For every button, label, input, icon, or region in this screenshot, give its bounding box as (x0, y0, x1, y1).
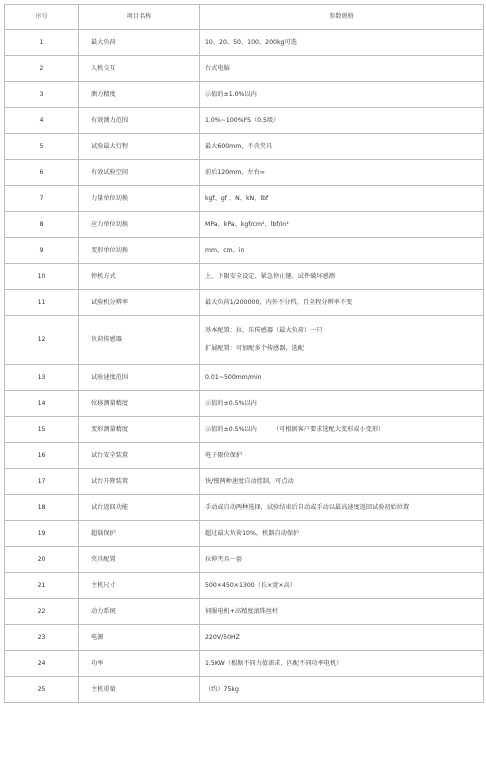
parameter-text: 前后120mm，左右∞ (205, 168, 265, 176)
item-name: 最大负荷 (79, 30, 200, 56)
parameter-cell (200, 599, 484, 625)
table-row (5, 599, 484, 625)
table-row (5, 547, 484, 573)
parameter-text: （约）75kg (205, 685, 239, 693)
row-number: 17 (5, 469, 79, 495)
parameter-text: 1.5KW（根据不同力值需求，匹配不同功率电机） (205, 659, 343, 667)
item-name: 试台返回功能 (79, 495, 200, 521)
item-name: 变形测量精度 (79, 417, 200, 443)
parameter-cell (200, 547, 484, 573)
item-name: 应力单位切换 (79, 212, 200, 238)
row-number: 4 (5, 108, 79, 134)
item-name: 位移测量精度 (79, 391, 200, 417)
parameter-cell (200, 521, 484, 547)
parameter-text: kgf、gf 、N、kN、lbf (205, 194, 269, 202)
row-number: 19 (5, 521, 79, 547)
row-number: 23 (5, 625, 79, 651)
parameter-cell (200, 56, 484, 82)
parameter-text: 示值的±0.5%以内 (205, 425, 257, 433)
parameter-text: 10、20、50、100、200kg可选 (205, 38, 297, 46)
table-row (5, 82, 484, 108)
parameter-text: mm、cm、in (205, 246, 245, 254)
table-row (5, 417, 484, 443)
row-number: 24 (5, 651, 79, 677)
item-name: 主机尺寸 (79, 573, 200, 599)
parameter-cell (200, 677, 484, 703)
table-row (5, 186, 484, 212)
parameter-cell (200, 495, 484, 521)
table-body (5, 30, 484, 703)
parameter-text: 上、下限安全设定、紧急停止键、试件破坏感测 (205, 272, 335, 280)
row-number: 9 (5, 238, 79, 264)
parameter-text: 基本配置：拉、压传感器（最大负荷）一只 (205, 327, 323, 335)
parameter-text: 手动或自动两种选择，试验结束后自动或手动以最高速度返回试验初始位置 (205, 503, 410, 511)
item-name: 夹具配置 (79, 547, 200, 573)
parameter-note: （可根据客户要求选配大变形或小变形） (272, 425, 385, 433)
row-number: 10 (5, 264, 79, 290)
parameter-cell (200, 417, 484, 443)
item-name: 试台安全装置 (79, 443, 200, 469)
parameter-cell (200, 651, 484, 677)
header-item-name: 项目名称 (79, 5, 200, 30)
table-row (5, 290, 484, 316)
table-row (5, 651, 484, 677)
item-name: 试验机分辨率 (79, 290, 200, 316)
table-row (5, 365, 484, 391)
item-name: 试验最大行程 (79, 134, 200, 160)
parameter-cell (200, 443, 484, 469)
parameter-text: 1.0%~100%FS（0.5级） (205, 116, 280, 124)
item-name: 变形单位切换 (79, 238, 200, 264)
parameter-cell (200, 316, 484, 365)
row-number: 21 (5, 573, 79, 599)
parameter-text: 最大600mm，不含夹具 (205, 142, 273, 150)
parameter-text: 示值的±0.5%以内 (205, 399, 257, 407)
parameter-text: 0.01~500mm/min (205, 373, 262, 381)
table-header-row (5, 5, 484, 30)
parameter-cell (200, 625, 484, 651)
parameter-text: 示值的±1.0%以内 (205, 90, 257, 98)
table-row (5, 264, 484, 290)
table-row (5, 495, 484, 521)
row-number: 16 (5, 443, 79, 469)
table-row (5, 677, 484, 703)
parameter-text: 快/慢两种速度自动控制，可点动 (205, 477, 294, 485)
parameter-line (205, 426, 483, 434)
item-name: 超载保护 (79, 521, 200, 547)
row-number: 6 (5, 160, 79, 186)
row-number: 18 (5, 495, 79, 521)
parameter-cell (200, 290, 484, 316)
table-row (5, 238, 484, 264)
item-name: 停机方式 (79, 264, 200, 290)
row-number: 11 (5, 290, 79, 316)
parameter-text: 拉伸夹具一套 (205, 555, 243, 563)
item-name: 动力系统 (79, 599, 200, 625)
item-name: 测力精度 (79, 82, 200, 108)
parameter-text: 台式电脑 (205, 64, 230, 72)
parameter-cell (200, 108, 484, 134)
row-number: 22 (5, 599, 79, 625)
row-number: 12 (5, 316, 79, 365)
table-row (5, 391, 484, 417)
parameter-text: 超过最大负荷10%，机器自动保护 (205, 529, 300, 537)
item-name: 电源 (79, 625, 200, 651)
table-row (5, 160, 484, 186)
parameter-text: 500×450×1300（长×宽×高） (205, 581, 297, 589)
header-no: 序号 (5, 5, 79, 30)
parameter-cell (200, 160, 484, 186)
parameter-text: MPa、kPa、kgf/cm²、lbf/in² (205, 220, 289, 228)
parameter-cell (200, 82, 484, 108)
header-parameter: 参数规格 (200, 5, 484, 30)
row-number: 8 (5, 212, 79, 238)
table-row (5, 56, 484, 82)
parameter-cell (200, 365, 484, 391)
parameter-cell (200, 134, 484, 160)
item-name: 负荷传感器 (79, 316, 200, 365)
row-number: 3 (5, 82, 79, 108)
parameter-text: 扩展配置：可加配多个传感器，选配 (205, 345, 304, 352)
parameter-text: 电子限位保护 (205, 451, 243, 459)
parameter-cell (200, 469, 484, 495)
table-row (5, 469, 484, 495)
parameter-cell (200, 264, 484, 290)
row-number: 7 (5, 186, 79, 212)
item-name: 有效试验空间 (79, 160, 200, 186)
table-row (5, 108, 484, 134)
row-number: 5 (5, 134, 79, 160)
item-name: 人机交互 (79, 56, 200, 82)
row-number: 13 (5, 365, 79, 391)
table-row (5, 443, 484, 469)
table-row (5, 625, 484, 651)
table-row (5, 573, 484, 599)
table-row (5, 134, 484, 160)
spec-table (4, 4, 484, 703)
item-name: 试验速度范围 (79, 365, 200, 391)
table-row (5, 316, 484, 365)
parameter-cell (200, 391, 484, 417)
row-number: 15 (5, 417, 79, 443)
parameter-text: 最大负荷1/200000，内外不分档，且全程分辨率不变 (205, 298, 353, 306)
parameter-cell (200, 212, 484, 238)
row-number: 2 (5, 56, 79, 82)
item-name: 功率 (79, 651, 200, 677)
parameter-cell (200, 186, 484, 212)
parameter-cell (200, 30, 484, 56)
row-number: 20 (5, 547, 79, 573)
parameter-text: 220V/50HZ (205, 633, 240, 641)
table-row (5, 30, 484, 56)
row-number: 1 (5, 30, 79, 56)
parameter-cell (200, 573, 484, 599)
item-name: 试台升降装置 (79, 469, 200, 495)
item-name: 力量单位切换 (79, 186, 200, 212)
table-row (5, 212, 484, 238)
row-number: 14 (5, 391, 79, 417)
row-number: 25 (5, 677, 79, 703)
parameter-text: 伺服电机+高精度滚珠丝杆 (205, 607, 279, 615)
item-name: 主机重量 (79, 677, 200, 703)
item-name: 有效测力范围 (79, 108, 200, 134)
table-row (5, 521, 484, 547)
parameter-cell (200, 238, 484, 264)
